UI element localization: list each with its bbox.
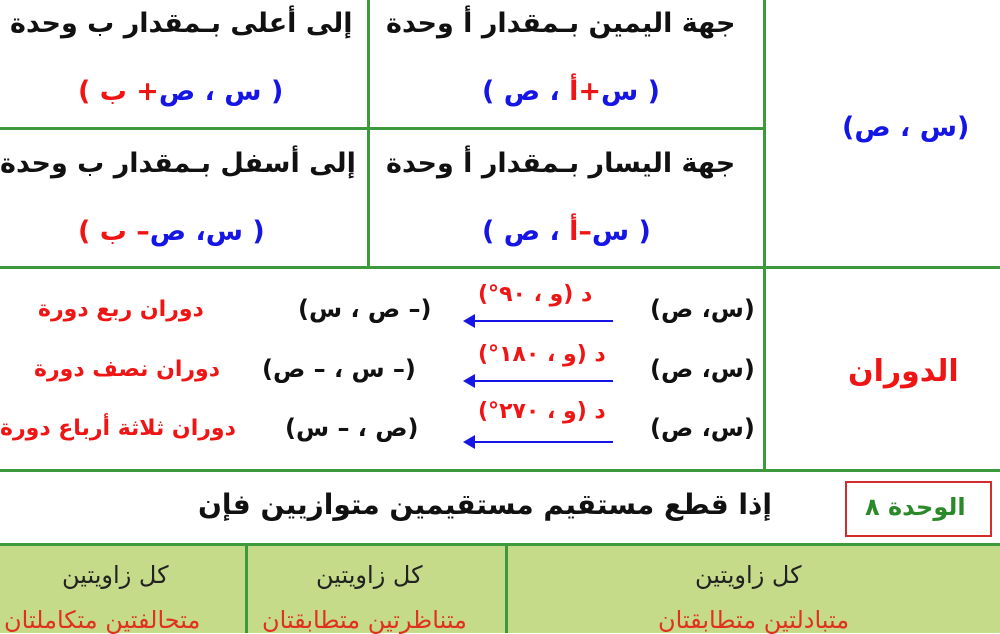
rotation-arrow [465, 320, 613, 322]
rotation-source: (س، ص) [650, 295, 755, 323]
right-translation-label: جهة اليمين بـمقدار أ وحدة [386, 8, 736, 39]
right-translation-formula: ( س+أ ، ص ) [482, 76, 661, 107]
angle-cell-value: متحالفتين متكاملتان [4, 606, 201, 634]
rotation-result: (ص ، – س) [285, 414, 419, 442]
angle-cell-title: كل زاويتين [62, 561, 169, 589]
rotation-title: الدوران [848, 354, 959, 389]
up-translation-formula: ( س ، ص+ ب ) [78, 76, 284, 107]
unit-badge [845, 481, 992, 537]
rotation-name: دوران ربع دورة [38, 297, 204, 322]
rotation-rule: د (و ، ٩٠°) [478, 282, 593, 307]
unit-heading: إذا قطع مستقيم مستقيمين متوازيين فإن [198, 488, 772, 521]
angle-cell-title: كل زاويتين [316, 561, 423, 589]
grid-line [0, 266, 1000, 269]
down-translation-formula: ( س، ص– ب ) [78, 216, 265, 247]
left-translation-label: جهة اليسار بـمقدار أ وحدة [386, 148, 736, 179]
grid-line [0, 469, 1000, 472]
angle-cell-title: كل زاويتين [695, 561, 802, 589]
angle-cell-value: متناظرتين متطابقتان [262, 606, 467, 634]
grid-line [763, 0, 766, 472]
rotation-name: دوران ثلاثة أرباع دورة [0, 416, 236, 441]
down-translation-label: إلى أسفل بـمقدار ب وحدة [0, 148, 356, 179]
rotation-result: (– س ، – ص) [262, 355, 416, 383]
rotation-arrow [465, 380, 613, 382]
rotation-source: (س، ص) [650, 414, 755, 442]
cell-divider [505, 546, 508, 633]
rotation-name: دوران نصف دورة [34, 357, 221, 382]
rotation-rule: د (و ، ٢٧٠°) [478, 399, 606, 424]
grid-line [367, 0, 370, 268]
rotation-rule: د (و ، ١٨٠°) [478, 342, 606, 367]
angles-row [0, 543, 1000, 633]
up-translation-label: إلى أعلى بـمقدار ب وحدة [10, 8, 353, 39]
angle-cell-value: متبادلتين متطابقتان [658, 606, 850, 634]
rotation-arrow [465, 441, 613, 443]
rotation-result: (– ص ، س) [298, 295, 432, 323]
rotation-source: (س، ص) [650, 355, 755, 383]
xy-label: (س ، ص) [842, 112, 970, 143]
left-translation-formula: ( س–أ ، ص ) [482, 216, 651, 247]
grid-line [0, 127, 763, 130]
cell-divider [245, 546, 248, 633]
unit-badge-label: الوحدة ٨ [865, 493, 966, 521]
